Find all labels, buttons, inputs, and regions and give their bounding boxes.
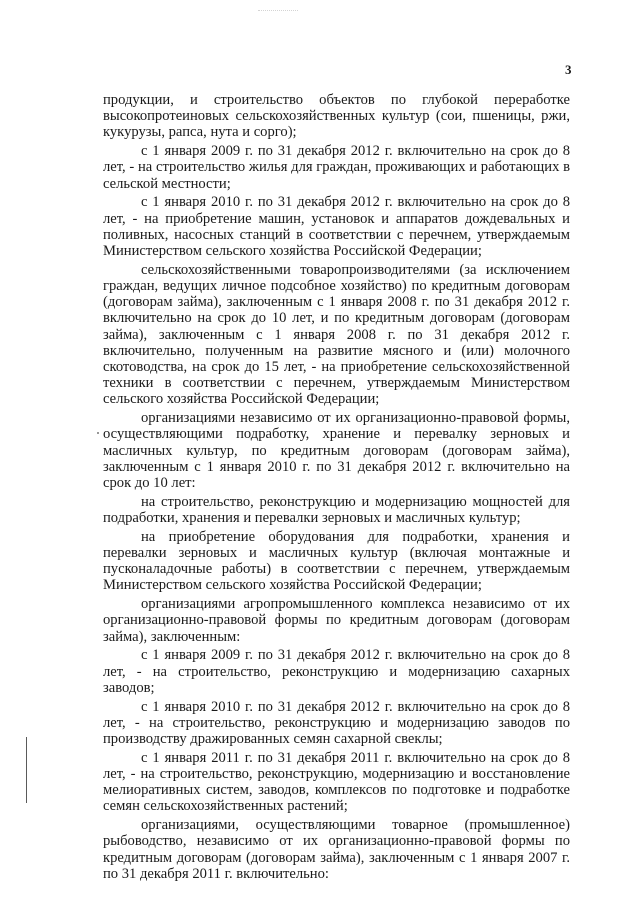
paragraph: с 1 января 2010 г. по 31 декабря 2012 г. включительно на срок до 8 лет, - на строительство, реконструкцию и модернизацию заводов по производству дражированных семян сахарной свеклы;: [103, 698, 570, 748]
scan-speck: [97, 432, 99, 434]
page-number: 3: [565, 62, 572, 77]
paragraph: продукции, и строительство объектов по глубокой переработке высокопротеиновых сельскохозяйственных культур (сои, пшеницы, ржи, кукурузы, рапса, нута и сорго);: [103, 92, 570, 141]
paragraph: сельскохозяйственными товаропроизводителями (за исключением граждан, ведущих личное подсобное хозяйство) по кредитным договорам (договорам займа), заключенным с 1 января 2008 г. по 31 декабря 2012 г. включительно на срок до 10 лет, и по кредитным договорам (договорам займа), заключенным с 1 января 2008 г. по 31 декабря 2012 г. включительно, полученным на развитие мясного и (или) молочного скотоводства, на срок до 15 лет, - на приобретение сельскохозяйственной техники в соответствии с перечнем, утверждаемым Министерством сельского хозяйства Российской Федерации;: [103, 261, 570, 408]
paragraph: с 1 января 2009 г. по 31 декабря 2012 г. включительно на срок до 8 лет, - на строительство жилья для граждан, проживающих и работающих в сельской местности;: [103, 143, 570, 192]
margin-line: [26, 737, 27, 803]
paragraph: организациями независимо от их организационно-правовой формы, осуществляющими подработку, хранение и перевалку зерновых и масличных культур, по кредитным договорам (договорам займа), заключенным с 1 января 2010 г. по 31 декабря 2012 г. включительно на срок до 10 лет:: [103, 410, 570, 492]
paragraph: с 1 января 2011 г. по 31 декабря 2011 г. включительно на срок до 8 лет, - на строительство, реконструкцию, модернизацию и восстановление мелиоративных систем, заводов, комплексов по подготовке и подработке семян сельскохозяйственных растений;: [103, 749, 570, 815]
paragraph: на строительство, реконструкцию и модернизацию мощностей для подработки, хранения и перевалки зерновых и масличных культур;: [103, 493, 570, 527]
paragraph: с 1 января 2009 г. по 31 декабря 2012 г. включительно на срок до 8 лет, - на строительство, реконструкцию и модернизацию сахарных заводов;: [103, 647, 570, 696]
paragraph: организациями агропромышленного комплекса независимо от их организационно-правовой формы по кредитным договорам (договорам займа), заключенным:: [103, 596, 570, 645]
document-body: [103, 92, 570, 885]
paragraph: организациями, осуществляющими товарное (промышленное) рыбоводство, независимо от их организационно-правовой формы по кредитным договорам (договорам займа), заключенным с 1 января 2007 г. по 31 декабря 2011 г. включительно:: [103, 817, 570, 882]
scan-artifact: [258, 10, 298, 17]
paragraph: с 1 января 2010 г. по 31 декабря 2012 г. включительно на срок до 8 лет, - на приобретение машин, установок и аппаратов дождевальных и поливных, насосных станций в соответствии с перечнем, утверждаемым Министерством сельского хозяйства Российской Федерации;: [103, 194, 570, 260]
paragraph: на приобретение оборудования для подработки, хранения и перевалки зерновых и масличных культур (включая монтажные и пусконаладочные работы) в соответствии с перечнем, утверждаемым Министерством сельского хозяйства Российской Федерации;: [103, 528, 570, 594]
